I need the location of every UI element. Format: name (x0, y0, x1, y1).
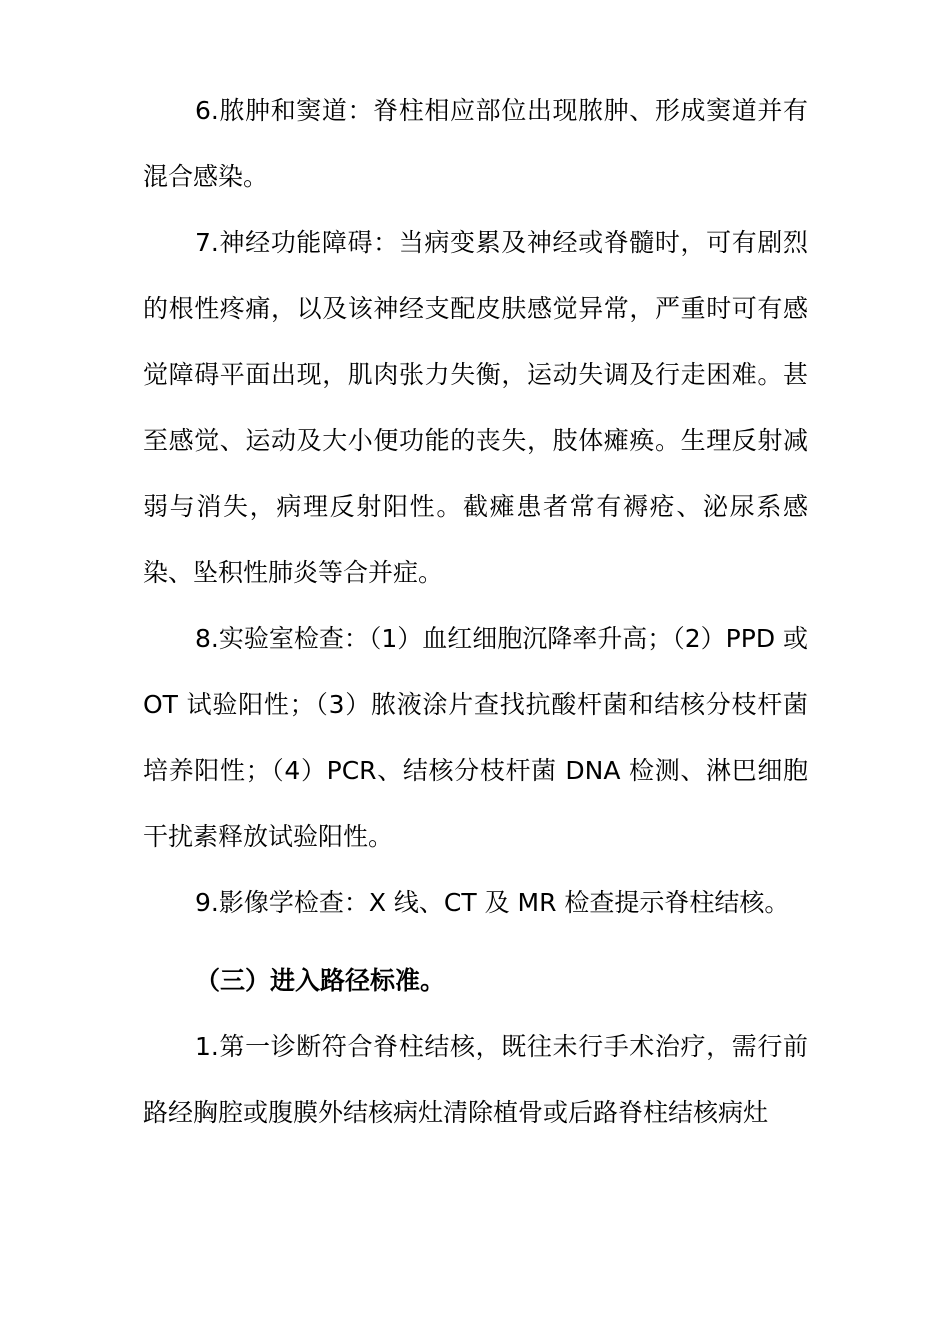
section-heading: （三）进入路径标准。 (195, 966, 446, 995)
paragraph-entry-criteria: 1.第一诊断符合脊柱结核，既往未行手术治疗，需行前路经胸腔或腹膜外结核病灶清除植骨或后路脊柱结核病灶 (143, 1032, 808, 1127)
document-body (143, 78, 808, 1146)
paragraph-neurological-dysfunction: 7.神经功能障碍：当病变累及神经或脊髓时，可有剧烈的根性疼痛，以及该神经支配皮肤感觉异常，严重时可有感觉障碍平面出现，肌肉张力失衡，运动失调及行走困难。甚至感觉、运动及大小便功能的丧失，肢体瘫痪。生理反射减弱与消失，病理反射阳性。截瘫患者常有褥疮、泌尿系感染、坠积性肺炎等合并症。 (143, 228, 808, 587)
paragraph-abscess-sinus: 6.脓肿和窦道：脊柱相应部位出现脓肿、形成窦道并有混合感染。 (143, 96, 808, 191)
paragraph-laboratory-tests: 8.实验室检查：（1）血红细胞沉降率升高；（2）PPD 或 OT 试验阳性；（3）脓液涂片查找抗酸杆菌和结核分枝杆菌培养阳性；（4）PCR、结核分枝杆菌 DNA 检测、淋巴细胞干扰素释放试验阳性。 (143, 624, 809, 851)
paragraph-imaging-tests: 9.影像学检查：X 线、CT 及 MR 检查提示脊柱结核。 (195, 888, 790, 917)
